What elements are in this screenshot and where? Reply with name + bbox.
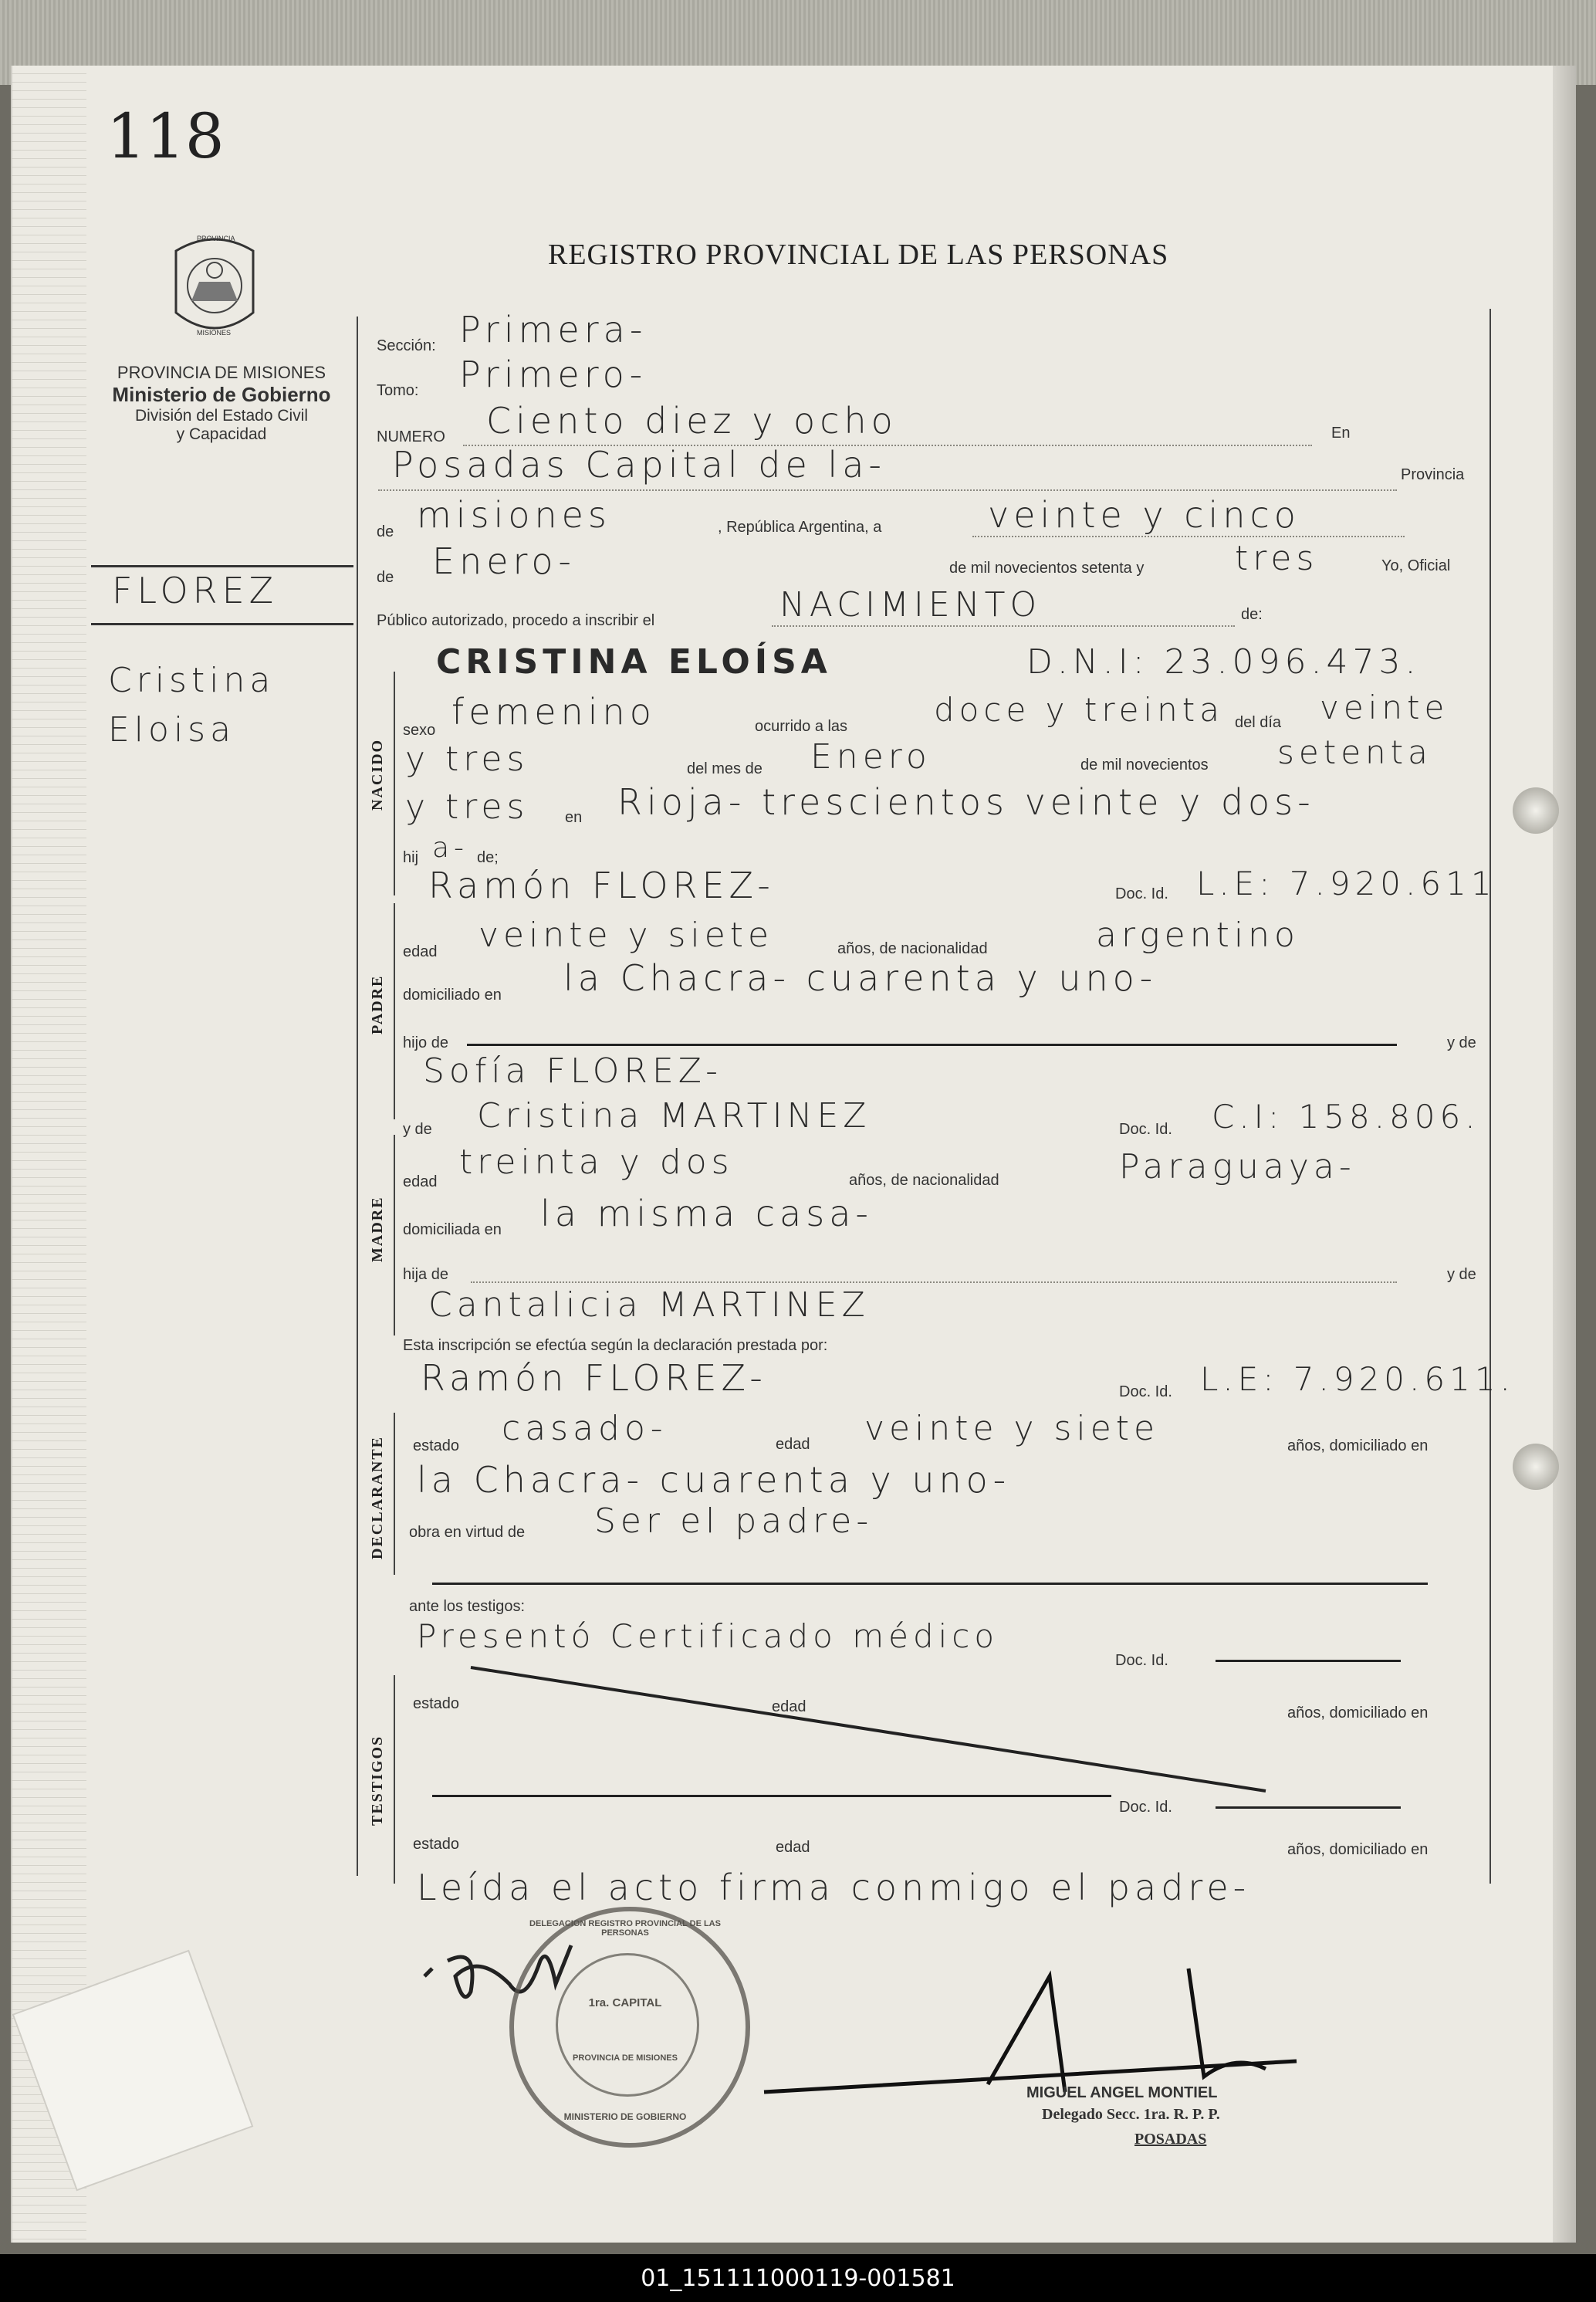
mother-domiciliada-label: domiciliada en	[403, 1221, 502, 1238]
seal-text-bottom: MISIONES	[197, 329, 232, 337]
numero-label: NUMERO	[377, 428, 445, 445]
mother-edad-label: edad	[403, 1173, 438, 1190]
witness1-doc-label: Doc. Id.	[1119, 1799, 1172, 1816]
father-nationality: argentino	[1096, 916, 1300, 955]
birth-year-value: setenta	[1277, 733, 1432, 771]
form-right-border	[1489, 309, 1491, 1884]
madre-divider	[394, 1135, 395, 1335]
birth-day-value: veinte	[1320, 689, 1449, 726]
de-mil-label: de mil novecientos setenta y	[949, 560, 1145, 577]
declarant-role: Ser el padre-	[594, 1501, 874, 1541]
publico-label: Público autorizado, procedo a inscribir el	[377, 612, 655, 629]
act-dots	[772, 625, 1235, 627]
closing-sentence: Leída el acto firma conmigo el padre-	[417, 1867, 1251, 1908]
stamp-ring-text: DELEGACION REGISTRO PROVINCIAL DE LAS PERSONAS	[529, 1919, 721, 1938]
yo-oficial-label: Yo, Oficial	[1381, 557, 1451, 574]
stamp-province-text: PROVINCIA DE MISIONES	[573, 2053, 678, 2063]
province-seal-icon	[168, 228, 261, 344]
child-name: CRISTINA ELOÍSA	[436, 642, 832, 682]
witness-note: Presentó Certificado médico	[417, 1617, 999, 1655]
obra-line	[432, 1583, 1428, 1585]
esta-inscripcion-label: Esta inscripción se efectúa según la declaración prestada por:	[403, 1337, 828, 1354]
issuer-province: PROVINCIA DE MISIONES	[117, 363, 326, 382]
father-doc-label: Doc. Id.	[1115, 885, 1168, 902]
father-parent: Sofía FLOREZ-	[423, 1051, 723, 1091]
mother-age: treinta y dos	[459, 1143, 734, 1182]
issuer-ministry: Ministerio de Gobierno	[112, 383, 331, 406]
declarant-estado-label: estado	[413, 1437, 460, 1454]
witness1-doc-line	[1216, 1806, 1401, 1809]
day-value: veinte y cinco	[988, 494, 1300, 536]
paper-edge	[1553, 66, 1576, 2243]
witness1-anos-label: años, domiciliado en	[1287, 1704, 1429, 1721]
sex-value: femenino	[451, 691, 656, 733]
sexo-label: sexo	[403, 722, 436, 739]
en-lower-label: en	[565, 809, 583, 826]
form-left-border	[357, 317, 358, 1876]
padre-divider	[394, 903, 395, 1119]
tomo-label: Tomo:	[377, 382, 419, 399]
declarant-edad-label: edad	[776, 1436, 810, 1453]
en-label: En	[1331, 425, 1351, 442]
declarant-name: Ramón FLOREZ-	[421, 1357, 767, 1399]
nacido-divider	[394, 672, 395, 895]
hij-suffix: a-	[432, 832, 469, 864]
obra-label: obra en virtud de	[409, 1524, 526, 1541]
de-colon-label: de:	[1241, 606, 1263, 623]
mother-address: la misma casa-	[540, 1193, 873, 1234]
witness1-edad-label: edad	[772, 1698, 806, 1715]
seccion-value: Primera-	[459, 309, 648, 350]
birth-place-value: Rioja- trescientos veinte y dos-	[617, 781, 1315, 823]
place-dots	[378, 489, 1397, 491]
testigos-divider	[394, 1675, 395, 1884]
seccion-label: Sección:	[377, 337, 436, 354]
de-label: de	[377, 523, 394, 540]
father-domiciliado-label: domiciliado en	[403, 987, 502, 1004]
birth-year-cont: y tres	[405, 787, 529, 827]
declarant-age: veinte y siete	[864, 1409, 1160, 1448]
witness2-estado-label: estado	[413, 1836, 460, 1853]
act-type-value: NACIMIENTO	[779, 585, 1042, 625]
hij-label: hij	[403, 849, 419, 866]
mother-y-de-label: y de	[403, 1121, 432, 1138]
province-value: misiones	[417, 494, 611, 536]
seal-text-top: PROVINCIA	[197, 235, 235, 242]
del-dia-label: del día	[1235, 714, 1282, 731]
page-number: 118	[107, 100, 225, 172]
witness-doc-label: Doc. Id.	[1115, 1652, 1168, 1669]
mother-anos-label: años, de nacionalidad	[849, 1172, 999, 1189]
father-y-de-label: y de	[1447, 1034, 1476, 1051]
side-label-declarante: DECLARANTE	[369, 1435, 386, 1559]
given-name-2: Eloisa	[108, 710, 236, 750]
side-label-testigos: TESTIGOS	[369, 1735, 386, 1826]
day-dots	[972, 536, 1405, 537]
mother-parent: Cantalicia MARTINEZ	[428, 1285, 870, 1325]
tomo-value: Primero-	[459, 354, 648, 395]
year-suffix-value: tres	[1235, 539, 1319, 578]
declarant-doc: L.E: 7.920.611.	[1200, 1360, 1515, 1398]
de-semicolon-label: de;	[477, 849, 499, 866]
mother-doc: C.I: 158.806.	[1212, 1098, 1480, 1136]
witness2-anos-label: años, domiciliado en	[1287, 1841, 1429, 1858]
issuer-block	[86, 363, 357, 444]
father-doc: L.E: 7.920.611	[1196, 865, 1496, 902]
father-edad-label: edad	[403, 943, 438, 960]
side-label-nacido: NACIDO	[369, 738, 386, 811]
witness1-estado-label: estado	[413, 1695, 460, 1712]
given-name-1: Cristina	[108, 661, 276, 700]
republica-label: , República Argentina, a	[718, 519, 882, 536]
ocurrido-label: ocurrido a las	[755, 718, 848, 735]
hija-de-label: hija de	[403, 1266, 448, 1283]
numero-value: Ciento diez y ocho	[486, 400, 898, 442]
mother-y-de-2-label: y de	[1447, 1266, 1476, 1283]
declarant-address: la Chacra- cuarenta y uno-	[417, 1459, 1011, 1501]
side-label-padre: PADRE	[369, 974, 386, 1034]
hijo-de-line	[467, 1044, 1397, 1046]
father-address: la Chacra- cuarenta y uno-	[563, 957, 1158, 999]
del-mes-label: del mes de	[687, 760, 762, 777]
issuer-division: División del Estado Civil	[134, 407, 309, 425]
child-dni: D.N.I: 23.096.473.	[1026, 642, 1421, 682]
scan-footer	[0, 2254, 1596, 2302]
surname-label: FLOREZ	[112, 570, 279, 611]
mother-nationality: Paraguaya-	[1119, 1147, 1356, 1187]
de-mil-label-2: de mil novecientos	[1080, 757, 1209, 774]
provincia-label: Provincia	[1401, 466, 1465, 483]
mother-name: Cristina MARTINEZ	[477, 1096, 871, 1136]
side-label-madre: MADRE	[369, 1196, 386, 1262]
official-title: Delegado Secc. 1ra. R. P. P.	[1042, 2106, 1220, 2123]
official-name: MIGUEL ANGEL MONTIEL	[1026, 2084, 1218, 2101]
birth-day-cont: y tres	[405, 740, 529, 779]
official-place: POSADAS	[1134, 2131, 1207, 2148]
declarant-anos-label: años, domiciliado en	[1287, 1437, 1429, 1454]
footer-id: 01_151111000119-001581	[641, 2265, 955, 2292]
time-value: doce y treinta	[934, 691, 1224, 729]
declarante-divider	[394, 1413, 395, 1575]
issuer-capacity: y Capacidad	[176, 425, 267, 443]
declarant-status: casado-	[502, 1409, 668, 1448]
mother-doc-label: Doc. Id.	[1119, 1121, 1172, 1138]
binding-clip-icon	[1513, 1444, 1559, 1490]
binding-clip-icon	[1513, 787, 1559, 834]
father-anos-label: años, de nacionalidad	[837, 940, 988, 957]
birth-month-value: Enero	[810, 737, 932, 777]
declarant-doc-label: Doc. Id.	[1119, 1383, 1172, 1400]
witness2-edad-label: edad	[776, 1839, 810, 1856]
hijo-de-label: hijo de	[403, 1034, 448, 1051]
ruled-margin	[11, 66, 86, 2243]
father-name: Ramón FLOREZ-	[428, 865, 775, 906]
witness-strike-line	[463, 1660, 1273, 1799]
ante-testigos-label: ante los testigos:	[409, 1598, 526, 1615]
stamp-bottom-text: MINISTERIO DE GOBIERNO	[563, 2111, 687, 2122]
hija-de-dots	[471, 1281, 1397, 1283]
stamp-inner-text: 1ra. CAPITAL	[588, 1996, 662, 2009]
father-age: veinte y siete	[478, 916, 774, 955]
place-value: Posadas Capital de la-	[392, 444, 886, 486]
official-stamp-inner	[556, 1953, 699, 2097]
de-label-2: de	[377, 569, 394, 586]
month-value: Enero-	[432, 540, 577, 582]
header-title: REGISTRO PROVINCIAL DE LAS PERSONAS	[548, 239, 1169, 271]
